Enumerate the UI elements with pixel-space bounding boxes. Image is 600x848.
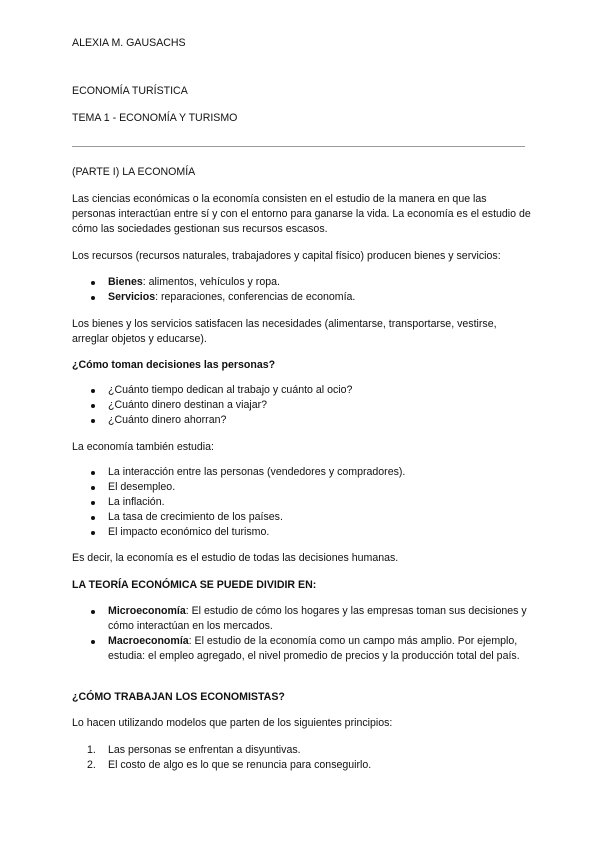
list-item: La interacción entre las personas (vendedores y compradores). <box>72 465 527 480</box>
item-text: El costo de algo es lo que se renuncia para conseguirlo. <box>108 759 372 771</box>
item-text: : El estudio de cómo los hogares y las empresas toman sus decisiones y cómo interactúan en los mercados. <box>108 605 527 632</box>
item-number: 1. <box>87 744 96 756</box>
resources-list <box>72 275 527 305</box>
needs-paragraph: Los bienes y los servicios satisfacen las necesidades (alimentarse, transportarse, vestirse, arreglar objetos y educarse). <box>72 318 497 345</box>
decisions-heading: ¿Cómo toman decisiones las personas? <box>72 359 276 371</box>
item-text: : alimentos, vehículos y ropa. <box>142 276 280 288</box>
summary-paragraph: Es decir, la economía es el estudio de todas las decisiones humanas. <box>72 552 399 564</box>
item-text: : El estudio de la economía como un campo más amplio. Por ejemplo, estudia: el empleo agregado, el nivel promedio de precios y la producción total del país. <box>108 635 520 662</box>
term-microeconomia: Microeconomía <box>108 605 186 617</box>
divisions-list <box>72 604 527 664</box>
term-servicios: Servicios <box>108 291 156 303</box>
resources-paragraph: Los recursos (recursos naturales, trabajadores y capital físico) producen bienes y servicios: <box>72 250 501 262</box>
list-item: La inflación. <box>72 495 527 510</box>
principles-list <box>72 743 527 773</box>
also-studies-list <box>72 465 527 540</box>
intro-paragraph: Las ciencias económicas o la economía consisten en el estudio de la manera en que las personas interactúan entre sí y con el entorno para ganarse la vida. La economía es el estudio de cómo las sociedades gestionan sus recursos escasos. <box>72 193 531 235</box>
item-text: : reparaciones, conferencias de economía. <box>155 291 356 303</box>
models-paragraph: Lo hacen utilizando modelos que parten de los siguientes principios: <box>72 717 393 729</box>
list-item: ¿Cuánto dinero ahorran? <box>72 413 527 428</box>
also-studies-paragraph: La economía también estudia: <box>72 441 214 453</box>
decisions-list <box>72 383 527 428</box>
item-number: 2. <box>87 759 96 771</box>
author-name: ALEXIA M. GAUSACHS <box>72 37 186 49</box>
list-item <box>72 634 527 664</box>
divisions-heading: LA TEORÍA ECONÓMICA SE PUEDE DIVIDIR EN: <box>72 579 317 591</box>
list-item <box>72 275 527 290</box>
term-macroeconomia: Macroeconomía <box>108 635 189 647</box>
term-bienes: Bienes <box>108 276 143 288</box>
list-item <box>72 604 527 634</box>
list-item: La tasa de crecimiento de los países. <box>72 510 527 525</box>
economists-heading: ¿CÓMO TRABAJAN LOS ECONOMISTAS? <box>72 691 285 703</box>
list-item: ¿Cuánto tiempo dedican al trabajo y cuánto al ocio? <box>72 383 527 398</box>
list-item <box>72 290 527 305</box>
list-item <box>72 743 527 758</box>
part-title: (PARTE I) LA ECONOMÍA <box>72 166 196 178</box>
list-item <box>72 758 527 773</box>
subject-title: ECONOMÍA TURÍSTICA <box>72 85 188 97</box>
item-text: Las personas se enfrentan a disyuntivas. <box>108 744 301 756</box>
list-item: El desempleo. <box>72 480 527 495</box>
list-item: El impacto económico del turismo. <box>72 525 527 540</box>
horizontal-divider <box>72 146 525 147</box>
topic-title: TEMA 1 - ECONOMÍA Y TURISMO <box>72 112 238 124</box>
list-item: ¿Cuánto dinero destinan a viajar? <box>72 398 527 413</box>
